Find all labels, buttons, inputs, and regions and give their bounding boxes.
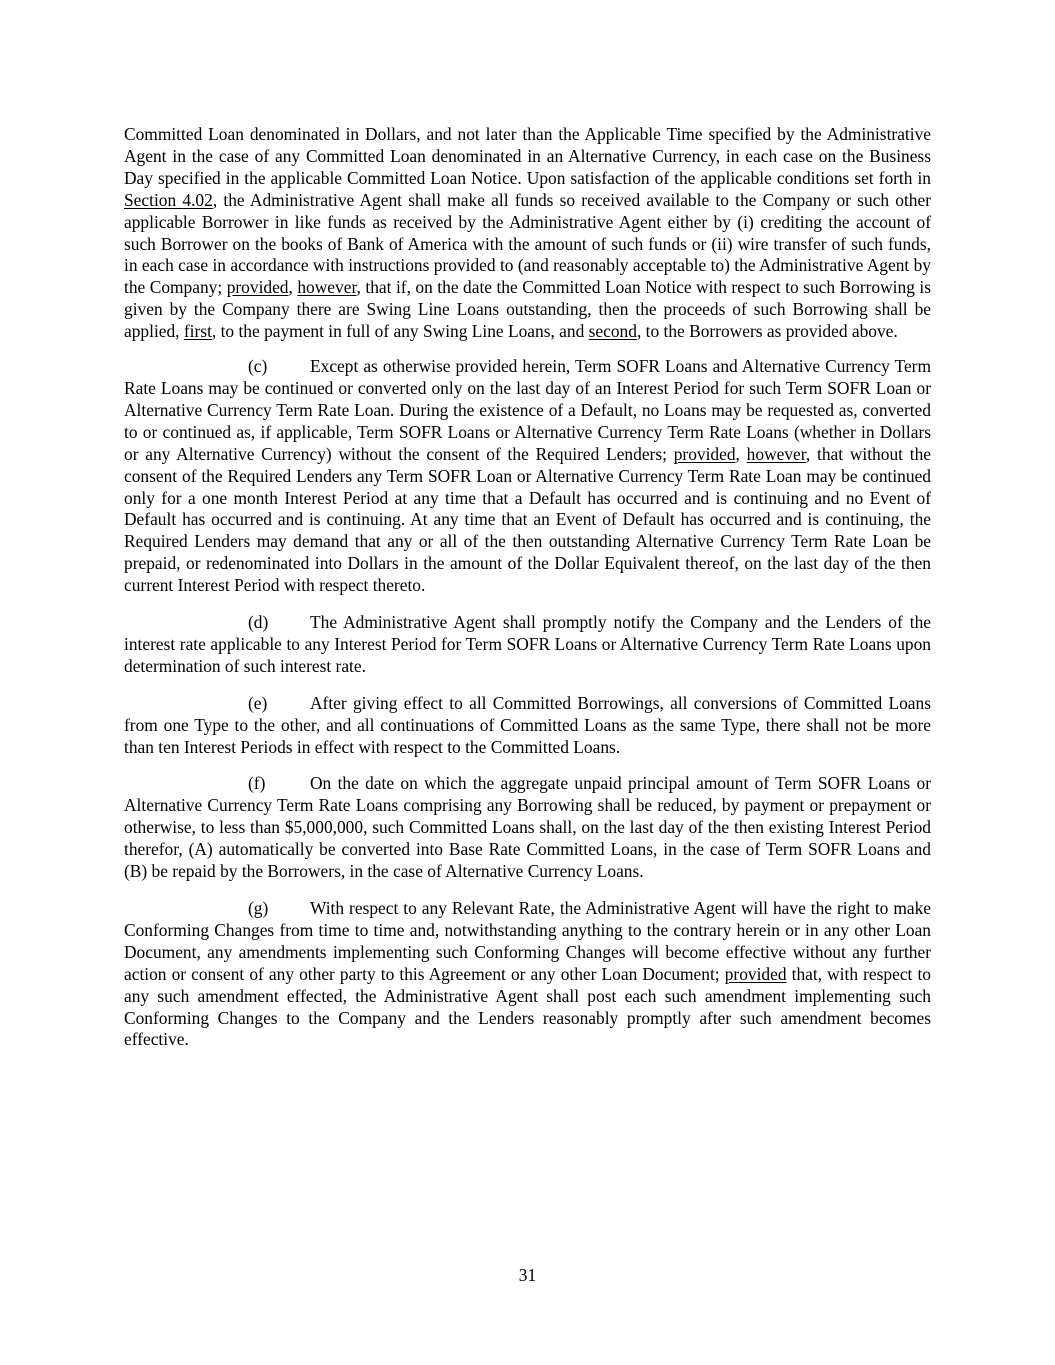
page-number: 31 bbox=[518, 1265, 537, 1285]
underlined-term: first bbox=[183, 321, 212, 342]
paragraph-f bbox=[124, 773, 931, 883]
text-run: Except as otherwise provided herein, Term SOFR Loans and Alternative Currency Term Rate Loans may be continued or converted only on the last day of an Interest Period for such Term SOFR Loan or Alternative Currency Term Rate Loan. During the existence of a Default, no Loans may be requested as, converted to or continued as, if applicable, Term SOFR Loans or Alternative Currency Term Rate Loans (whether in Dollars or any Alternative Currency) without the consent of the Required Lenders; bbox=[124, 356, 931, 464]
text-run: With respect to any Relevant Rate, the Administrative Agent will have the right to make Conforming Changes from time to time and, notwithstanding anything to the contrary herein or in any other Loan Document, any amendments implementing such Conforming Changes will become effective without any further action or consent of any other party to this Agreement or any other Loan Document; bbox=[124, 898, 931, 984]
underlined-term: provided bbox=[724, 963, 787, 984]
section-reference: Section 4.02 bbox=[124, 189, 213, 210]
paragraph-c bbox=[124, 356, 931, 597]
paragraph-label: (e) bbox=[248, 692, 268, 713]
underlined-term: however bbox=[746, 443, 806, 464]
text-run: After giving effect to all Committed Borrowings, all conversions of Committed Loans from one Type to the other, and all continuations of Committed Loans as the same Type, there shall not be more than ten Interest Periods in effect with respect to the Committed Loans. bbox=[124, 692, 931, 757]
paragraph-label: (f) bbox=[248, 773, 266, 794]
underlined-term: however bbox=[297, 277, 357, 298]
underlined-term: provided bbox=[673, 443, 736, 464]
text-run: , the Administrative Agent shall make all funds so received available to the Company or such other applicable Borrower in like funds as received by the Administrative Agent either by (i) crediting the account of such Borrower on the books of Bank of America with the amount of such funds or (ii) wire transfer of such funds, in each case in accordance with instructions provided to (and reasonably acceptable to) the Administrative Agent by the Company; bbox=[124, 189, 932, 298]
text-run: , bbox=[735, 443, 747, 464]
paragraph-e bbox=[124, 693, 931, 759]
paragraph-label: (g) bbox=[248, 898, 269, 918]
text-run: that, with respect to any such amendment effected, the Administrative Agent shall post each such amendment implementing such Conforming Changes to the Company and the Lenders reasonably promptly after such amendment becomes effective. bbox=[124, 963, 931, 1050]
text-run: On the date on which the aggregate unpaid principal amount of Term SOFR Loans or Alternative Currency Term Rate Loans comprising any Borrowing shall be reduced, by payment or prepayment or otherwise, to less than $5,000,000, such Committed Loans shall, on the last day of the then existing Interest Period therefor, (A) automatically be converted into Base Rate Committed Loans, in the case of Term SOFR Loans and (B) be repaid by the Borrowers, in the case of Alternative Currency Loans. bbox=[124, 773, 931, 882]
underlined-term: provided bbox=[226, 277, 289, 298]
text-run: The Administrative Agent shall promptly notify the Company and the Lenders of the interest rate applicable to any Interest Period for Term SOFR Loans or Alternative Currency Term Rate Loans upon determination of such interest rate. bbox=[124, 612, 931, 676]
underlined-term: second bbox=[588, 321, 637, 342]
text-run: , bbox=[288, 277, 298, 298]
paragraph-label: (c) bbox=[248, 356, 268, 377]
text-run: , that without the consent of the Required Lenders any Term SOFR Loan or Alternative Currency Term Rate Loan may be continued only for a one month Interest Period at any time that a Default has occurred and is continuing and no Event of Default has occurred and is continuing. At any time that an Event of Default has occurred and is continuing, the Required Lenders may demand that any or all of the then outstanding Alternative Currency Term Rate Loan be prepaid, or redenominated into Dollars in the amount of the Dollar Equivalent thereof, on the last day of the then current Interest Period with respect thereto. bbox=[124, 443, 931, 596]
text-run: , to the Borrowers as provided above. bbox=[636, 321, 898, 342]
paragraph-label: (d) bbox=[248, 612, 269, 633]
paragraph-b-continuation bbox=[124, 124, 931, 343]
text-run: , to the payment in full of any Swing Line Loans, and bbox=[211, 321, 589, 342]
text-run: , that if, on the date the Committed Loan Notice with respect to such Borrowing is given by the Company there are Swing Line Loans outstanding, then the proceeds of such Borrowing shall be applied, bbox=[124, 277, 931, 342]
paragraph-g bbox=[124, 898, 931, 1051]
paragraph-d bbox=[124, 612, 931, 678]
text-run: Committed Loan denominated in Dollars, and not later than the Applicable Time specified by the Administrative Agent in the case of any Committed Loan denominated in an Alternative Currency, in each case on the Business Day specified in the applicable Committed Loan Notice. Upon satisfaction of the applicable conditions set forth in bbox=[124, 124, 931, 188]
